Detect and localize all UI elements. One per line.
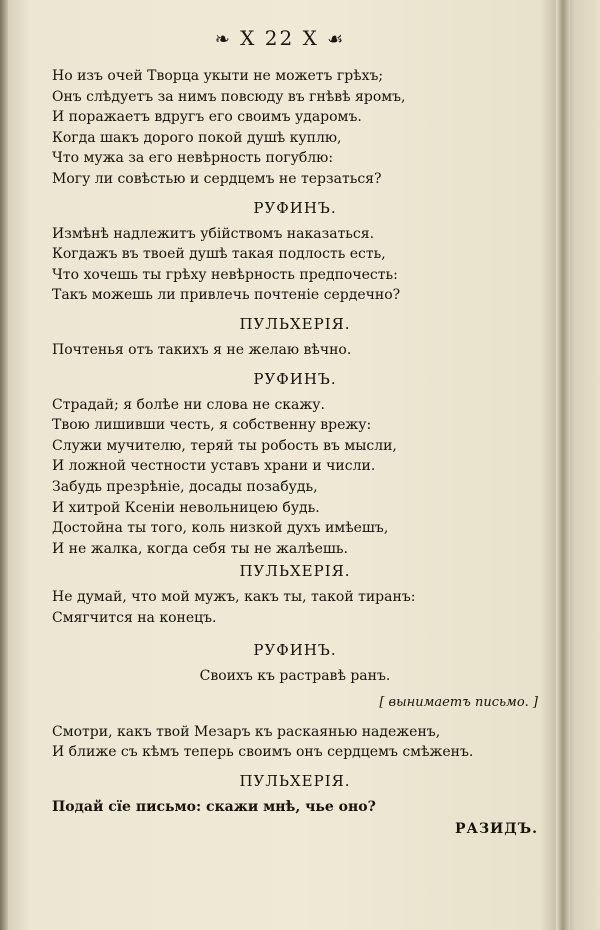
verse-line: Почтенья отъ такихъ я не желаю вѣчно. <box>52 341 352 358</box>
verse-line: Твою лишивши честь, я собственну врежу: <box>52 417 372 434</box>
verse-block-7 <box>52 722 538 763</box>
verse-line: Забудь презрѣніе, досады позабудь, <box>52 478 318 495</box>
verse-line: Что мужа за его невѣрность погублю: <box>52 150 334 167</box>
speaker-name: РУФИНЪ. <box>253 198 337 217</box>
verse-line: Своихъ къ растравѣ ранъ. <box>199 668 391 685</box>
verse-line: Служи мучителю, теряй ты робость въ мысли, <box>52 437 397 454</box>
verse-line: И хитрой Ксеніи невольницею будь. <box>52 499 320 516</box>
stage-direction: [ вынимаетъ письмо. ] <box>379 695 538 711</box>
verse-line: И ложной честности уставъ храни и числи. <box>52 458 376 475</box>
verse-line: И поражаетъ вдругъ его своимъ ударомъ. <box>52 109 362 126</box>
verse-line: Смотри, какъ твой Мезаръ къ раскаянью надеженъ, <box>52 723 441 740</box>
exit-direction: РАЗИДЪ. <box>455 821 538 838</box>
verse-line: И ближе съ кѣмъ теперь своимъ онъ сердцемъ смѣженъ. <box>52 744 474 761</box>
header-bracket-right: X <box>302 26 319 50</box>
verse-line: Измѣнѣ надлежитъ убійствомъ наказаться. <box>52 225 375 242</box>
verse-line: Могу ли совѣстью и сердцемъ не терзаться? <box>52 170 382 187</box>
verse-block-2 <box>52 224 538 306</box>
verse-line: Когда шакъ дорого покой душѣ куплю, <box>52 129 342 146</box>
verse-line: Такъ можешь ли привлечь почтеніе сердечно? <box>52 287 401 304</box>
verse-line: Смягчится на конецъ. <box>52 609 217 626</box>
speaker-name: ПУЛЬХЕРІЯ. <box>239 314 351 333</box>
speaker-name: РУФИНЪ. <box>253 641 337 660</box>
speaker-name: ПУЛЬХЕРІЯ. <box>239 562 351 581</box>
left-ornament-icon: ❧ <box>214 29 232 50</box>
verse-block-3 <box>52 340 538 361</box>
book-gutter <box>556 0 570 930</box>
verse-block-8 <box>52 797 538 818</box>
verse-line: Онъ слѣдуетъ за нимъ повсюду въ гнѣвѣ яромъ, <box>52 88 406 105</box>
verse-block-4 <box>52 395 538 560</box>
verse-block-5 <box>52 587 538 628</box>
verse-line: Что хочешь ты грѣху невѣрность предпочесть: <box>52 266 398 283</box>
page-edge <box>0 0 8 930</box>
verse-line: Когдажъ въ твоей душѣ такая подлость есть, <box>52 246 386 263</box>
page-number: 22 <box>264 26 295 50</box>
verse-block-1 <box>52 66 538 190</box>
right-ornament-icon: ☙ <box>327 29 346 50</box>
speaker-name: ПУЛЬХЕРІЯ. <box>239 771 351 790</box>
page-text <box>52 66 538 840</box>
verse-line: Страдай; я болѣе ни слова не скажу. <box>52 396 325 413</box>
header-bracket-left: X <box>240 26 257 50</box>
verse-line: Подай сїе письмо: скажи мнѣ, чье оно? <box>52 798 376 815</box>
verse-line: Но изъ очей Творца укыти не можетъ грѣхъ; <box>52 68 384 84</box>
verse-line: И не жалка, когда себя ты не жалѣешь. <box>52 540 348 557</box>
verse-line: Не думай, что мой мужъ, какъ ты, такой тиранъ: <box>52 589 416 606</box>
verse-line: Достойна ты того, коль низкой духъ имѣешъ, <box>52 520 389 537</box>
speaker-name: РУФИНЪ. <box>253 369 337 388</box>
page-header <box>0 26 560 50</box>
